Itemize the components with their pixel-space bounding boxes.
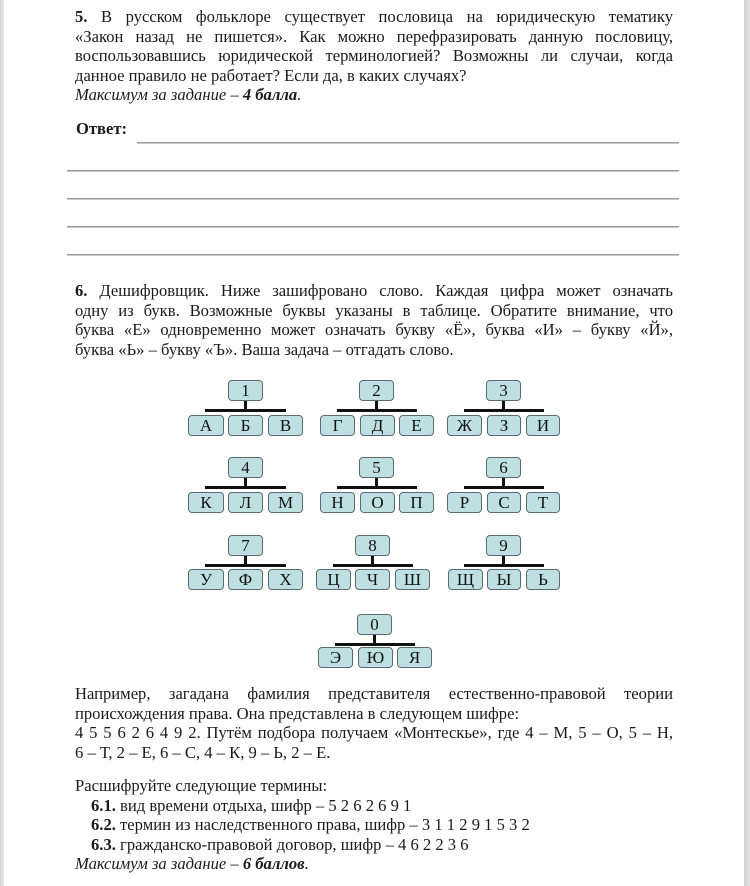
letter-box: Г — [320, 415, 355, 436]
cipher-example: Например, загадана фамилия представителя естественно-правовой теории происхождения права. Она представлена в следующем шифре: 4 5 5 6 2 6 4 9 2. Путём подбора получаем «Монтескье», где 4 – М, 5 – О, 5 – Н, 6 – Т, 2 – Е, 6 – С, 4 – К, 9 – Ь, 2 – Е. — [75, 684, 673, 762]
connector — [205, 486, 286, 489]
task5-question: 5. В русском фольклоре существует пословица на юридическую тематику «Закон назад не пишется». Как можно перефразировать данную пословицу, воспользовавшись юридической терминологией? Возможны ли случаи, когда данное правило не работает? Если да, в каких случаях? Максимум за задание – 4 балла. — [75, 7, 673, 105]
letter-box: К — [188, 492, 224, 513]
letter-box: Р — [447, 492, 482, 513]
digit-box-1: 1 — [228, 380, 263, 401]
letter-box: О — [360, 492, 395, 513]
connector — [464, 409, 544, 412]
letter-box: Я — [397, 647, 432, 668]
decode-item-6-2: 6.2. термин из наследственного права, шифр – 3 1 1 2 9 1 5 3 2 — [91, 815, 530, 835]
connector — [337, 486, 417, 489]
connector — [464, 486, 544, 489]
answer-line-3[interactable] — [67, 198, 679, 200]
task6-max-score: Максимум за задание – 6 баллов. — [75, 854, 309, 874]
answer-line-2[interactable] — [67, 170, 679, 172]
letter-box: Ю — [358, 647, 393, 668]
letter-box: М — [268, 492, 303, 513]
letter-box: Д — [360, 415, 395, 436]
answer-line-5[interactable] — [67, 254, 679, 256]
digit-box-8: 8 — [355, 535, 390, 556]
connector — [337, 409, 417, 412]
digit-box-3: 3 — [486, 380, 521, 401]
decode-intro: Расшифруйте следующие термины: — [75, 776, 328, 795]
connector — [464, 564, 544, 567]
letter-box: Х — [268, 569, 303, 590]
decode-item-6-3: 6.3. гражданско-правовой договор, шифр – 4 6 2 2 3 6 — [91, 834, 469, 854]
task5-number: 5. — [75, 7, 88, 26]
task6-number: 6. — [75, 281, 88, 300]
letter-box: Щ — [448, 569, 483, 590]
answer-label: Ответ: — [76, 119, 128, 138]
digit-box-7: 7 — [228, 535, 263, 556]
decode-item-6-1: 6.1. вид времени отдыха, шифр – 5 2 6 2 6 9 1 — [91, 795, 412, 815]
digit-box-4: 4 — [228, 457, 263, 478]
task5-max-score: Максимум за задание – 4 балла. — [75, 85, 302, 105]
letter-box: П — [399, 492, 434, 513]
letter-box: Ы — [487, 569, 521, 590]
letter-box: Ч — [355, 569, 390, 590]
letter-box: У — [188, 569, 224, 590]
letter-box: Ц — [316, 569, 351, 590]
connector — [333, 564, 413, 567]
decode-tasks — [75, 776, 673, 874]
letter-box: З — [487, 415, 521, 436]
letter-box: Б — [228, 415, 263, 436]
connector — [335, 643, 415, 646]
letter-box: Ж — [447, 415, 482, 436]
letter-box: Л — [228, 492, 263, 513]
task6-question: 6. Дешифровщик. Ниже зашифровано слово. Каждая цифра может означать одну из букв. Возможные буквы указаны в таблице. Обратите внимание, что буква «Е» одновременно может означать букву «Ё», буква «И» – букву «Й», буква «Ь» – букву «Ъ». Ваша задача – отгадать слово. — [75, 281, 673, 359]
answer-line-4[interactable] — [67, 226, 679, 228]
digit-box-6: 6 — [486, 457, 521, 478]
letter-box: Ь — [526, 569, 560, 590]
letter-box: Т — [526, 492, 560, 513]
letter-box: Ш — [395, 569, 430, 590]
page-edge-right — [744, 0, 750, 886]
connector — [205, 409, 286, 412]
letter-box: Н — [320, 492, 355, 513]
connector — [205, 564, 286, 567]
letter-box: Э — [318, 647, 353, 668]
digit-box-2: 2 — [359, 380, 394, 401]
letter-box: И — [526, 415, 560, 436]
answer-line-1[interactable] — [137, 142, 679, 144]
letter-box: Е — [399, 415, 434, 436]
digit-box-5: 5 — [359, 457, 394, 478]
letter-box: В — [268, 415, 303, 436]
digit-box-0: 0 — [357, 614, 392, 635]
letter-box: А — [188, 415, 224, 436]
digit-box-9: 9 — [486, 535, 521, 556]
page-edge-left — [0, 0, 4, 886]
letter-box: С — [487, 492, 521, 513]
letter-box: Ф — [228, 569, 263, 590]
